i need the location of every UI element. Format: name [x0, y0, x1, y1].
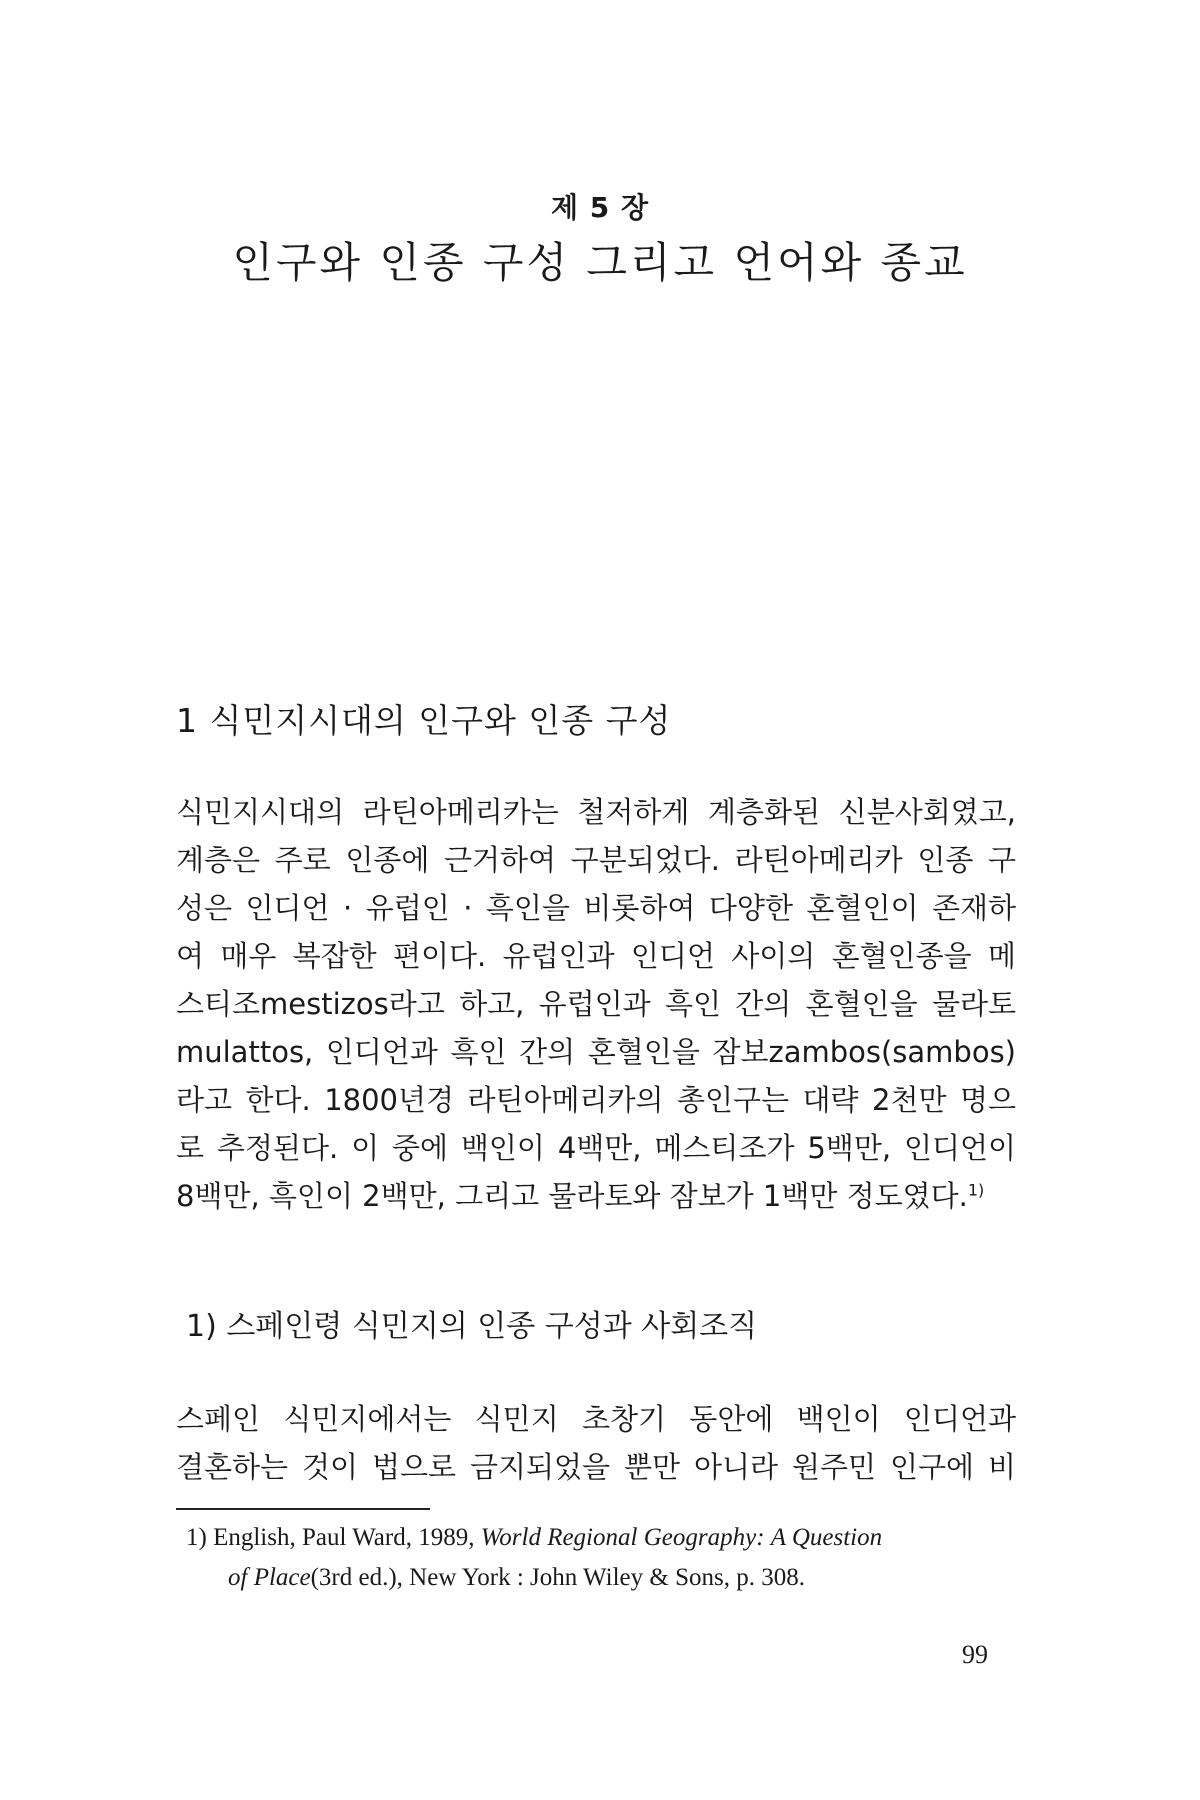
page-number: 99 [962, 1640, 988, 1669]
chapter-title: 인구와 인종 구성 그리고 언어와 종교 [232, 238, 968, 287]
chapter-number: 제 5 장 [550, 191, 650, 224]
footnote-author: English, Paul Ward, 1989, [213, 1524, 475, 1551]
paragraph-line: 성은 인디언 · 유럽인 · 흑인을 비롯하여 다양한 혼혈인이 존재하 [176, 891, 1016, 925]
footnote-colon: : [756, 1524, 765, 1551]
footnote-marker: 1) [186, 1524, 207, 1551]
paragraph-2 [176, 1395, 1016, 1491]
footnote-divider [176, 1508, 430, 1510]
paragraph-last-line [176, 1172, 1016, 1220]
paragraph-line: 스티조mestizos라고 하고, 유럽인과 흑인 간의 혼혈인을 물라토 [176, 987, 1016, 1021]
footnote-line-2 [186, 1558, 1016, 1598]
paragraph-line: 라고 한다. 1800년경 라틴아메리카의 총인구는 대략 2천만 명으 [176, 1083, 1016, 1117]
footnote-publication: (3rd ed.), New York : John Wiley & Sons, p. 308. [310, 1564, 805, 1591]
footnote-reference: 1) [967, 1180, 985, 1200]
section-heading: 1 식민지시대의 인구와 인종 구성 [176, 701, 672, 740]
paragraph-line: 식민지시대의 라틴아메리카는 철저하게 계층화된 신분사회였고, [176, 795, 1016, 829]
footnote [186, 1518, 1016, 1598]
footnote-title-part2: A Question [770, 1524, 883, 1551]
footnote-title-part3: of Place [228, 1564, 311, 1591]
footnote-line-1 [186, 1524, 882, 1551]
paragraph-line: 결혼하는 것이 법으로 금지되었을 뿐만 아니라 원주민 인구에 비 [176, 1450, 1016, 1484]
footnote-title-part1: World Regional Geography [480, 1524, 757, 1551]
paragraph-line-text: 8백만, 흑인이 2백만, 그리고 물라토와 잠보가 1백만 정도였다. [176, 1179, 968, 1213]
paragraph-1 [176, 788, 1016, 1220]
paragraph-line: 스페인 식민지에서는 식민지 초창기 동안에 백인이 인디언과 [176, 1402, 1016, 1436]
paragraph-line: 로 추정된다. 이 중에 백인이 4백만, 메스티조가 5백만, 인디언이 [176, 1131, 1016, 1165]
paragraph-line: mulattos, 인디언과 흑인 간의 혼혈인을 잠보zambos(sambos) [176, 1035, 1016, 1069]
subsection-heading: 1) 스페인령 식민지의 인종 구성과 사회조직 [186, 1309, 758, 1344]
paragraph-line: 계층은 주로 인종에 근거하여 구분되었다. 라틴아메리카 인종 구 [176, 843, 1016, 877]
paragraph-line: 여 매우 복잡한 편이다. 유럽인과 인디언 사이의 혼혈인종을 메 [176, 939, 1016, 973]
